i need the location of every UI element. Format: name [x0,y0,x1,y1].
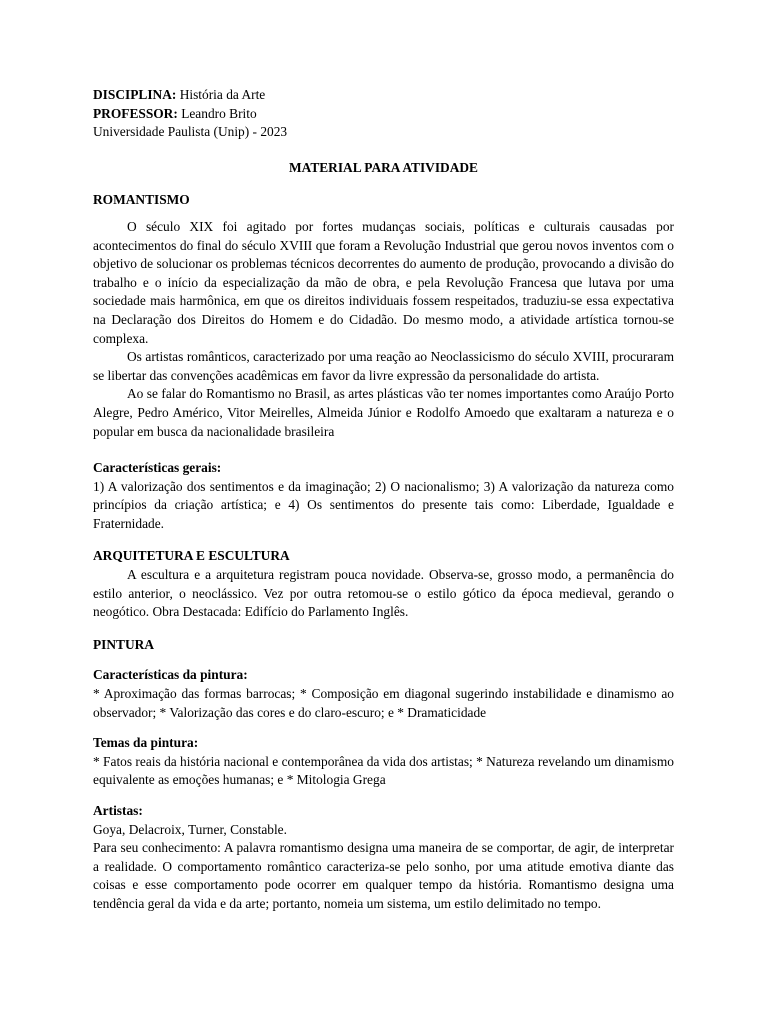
heading-artistas: Artistas: [93,803,143,818]
artistas-text: Goya, Delacroix, Turner, Constable. [93,821,287,837]
discipline-label: DISCIPLINA: [93,87,177,102]
conhecimento-text: Para seu conhecimento: A palavra romantismo designa uma maneira de se comportar, de agir, de interpretar a realidade. O comportamento romântico caracteriza-se pelo sonho, por uma atitude emotiva diante das coisas e esse comportamento pode ocorrer em qualquer tempo da história. Romantismo designa uma tendência geral da vida e da arte; portanto, nomeia um sistema, um estilo delimitado no tempo. [93,840,674,911]
caracteristicas-pintura-text: * Aproximação das formas barrocas; * Composição em diagonal sugerindo instabilidade e dinamismo ao observador; * Valorização das cores e do claro-escuro; e * Dramaticidade [93,686,674,720]
heading-temas-pintura: Temas da pintura: [93,735,199,751]
heading-caracteristicas-gerais: Características gerais: [93,460,222,476]
discipline-value: História da Arte [179,87,266,102]
heading-pintura: PINTURA [93,636,155,652]
heading-romantismo: ROMANTISMO [93,192,190,208]
professor-line [93,105,674,124]
heading-caracteristicas-pintura: Características da pintura: [93,667,248,683]
page-title: MATERIAL PARA ATIVIDADE [289,159,478,175]
romantismo-paragraph-1: O século XIX foi agitado por fortes mudanças sociais, políticas e culturais causadas por acontecimentos do final do século XVIII que foram a Revolução Industrial que gerou novos inventos com o objetivo de solucionar os problemas técnicos decorrentes do aumento de produção, provocando a divisão do trabalho e o início da especialização da mão de obra, e pela Revolução Francesa que lutava por uma sociedade mais harmônica, em que os direitos individuais fossem respeitados, traduziu-se essa expectativa na Declaração dos Direitos do Homem e do Cidadão. Do mesmo modo, a atividade artística tornou-se complexa. [93,218,674,346]
institution-line: Universidade Paulista (Unip) - 2023 [93,124,288,140]
arquitetura-text: A escultura e a arquitetura registram pouca novidade. Observa-se, grosso modo, a permanência do estilo anterior, o neoclássico. Vez por outra retomou-se o estilo gótico da época medieval, gerando o neogótico. Obra Destacada: Edifício do Parlamento Inglês. [93,567,674,620]
romantismo-paragraph-2: Os artistas românticos, caracterizado por uma reação ao Neoclassicismo do século XVIII, procuraram se libertar das convenções acadêmicas em favor da livre expressão da personalidade do artista. [93,349,674,383]
heading-arquitetura: ARQUITETURA E ESCULTURA [93,548,290,564]
romantismo-body [93,218,674,441]
document-header [93,86,674,142]
professor-value: Leandro Brito [181,105,257,121]
caracteristicas-gerais-text: 1) A valorização dos sentimentos e da imaginação; 2) O nacionalismo; 3) A valorização da natureza como princípios da criação artística; e 4) Os sentimentos do presente tais como: Liberdade, Igualdade e Fraternidade. [93,478,674,531]
discipline-line [93,86,674,105]
romantismo-paragraph-3: Ao se falar do Romantismo no Brasil, as artes plásticas vão ter nomes importantes como Araújo Porto Alegre, Pedro Américo, Vitor Meirelles, Almeida Júnior e Rodolfo Amoedo que exaltaram a natureza e o popular em busca da nacionalidade brasileira [93,386,674,439]
temas-pintura-text: * Fatos reais da história nacional e contemporânea da vida dos artistas; * Natureza revelando um dinamismo equivalente as emoções humanas; e * Mitologia Grega [93,753,674,788]
professor-label: PROFESSOR: [93,105,178,121]
